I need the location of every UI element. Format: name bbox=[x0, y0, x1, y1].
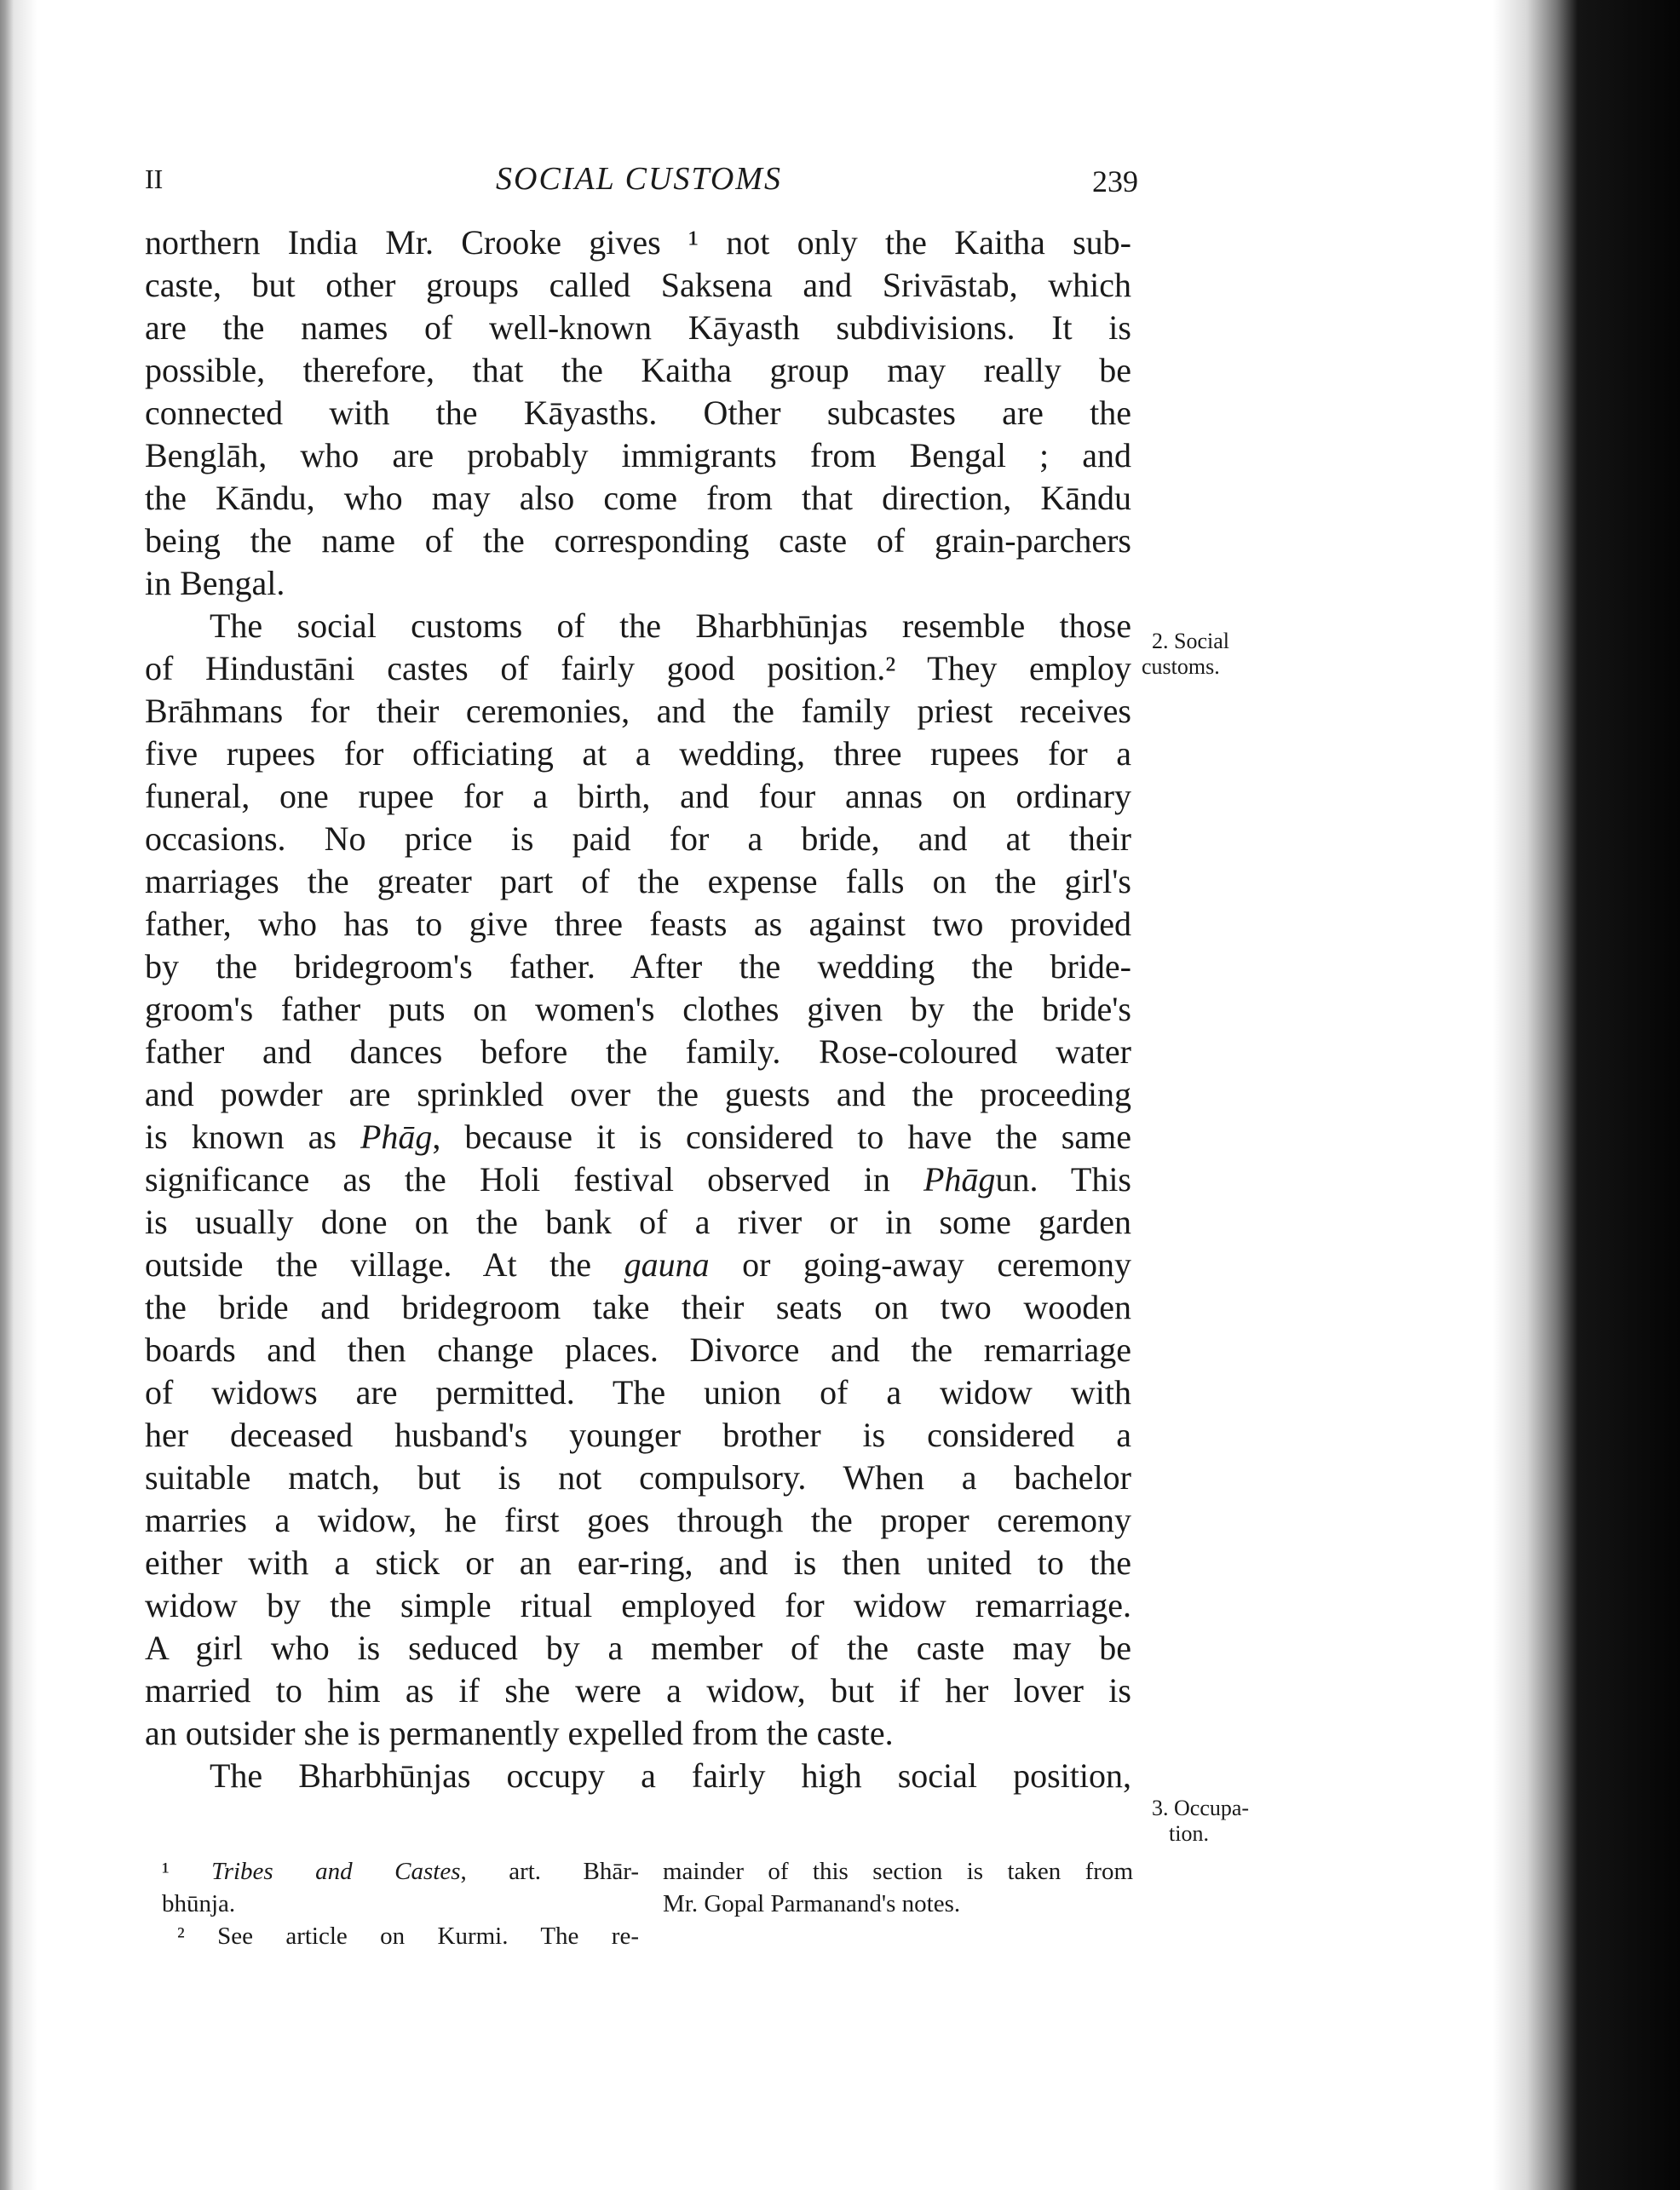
text-line: father and dances before the family. Rose-coloured water bbox=[145, 1032, 1131, 1071]
text-line: father, who has to give three feasts as against two provided bbox=[145, 905, 1131, 943]
marginal-note-occupation bbox=[1152, 1796, 1249, 1847]
footnote-line: Mr. Gopal Parmanand's notes. bbox=[663, 1890, 961, 1917]
text-line: possible, therefore, that the Kaitha group may really be bbox=[145, 351, 1131, 389]
text-line: is known as Phāg, because it is considered to have the same bbox=[145, 1118, 1131, 1156]
text-line: marries a widow, he first goes through the proper ceremony bbox=[145, 1501, 1131, 1539]
running-title: SOCIAL CUSTOMS bbox=[496, 161, 782, 197]
text-line: the Kāndu, who may also come from that direction, Kāndu bbox=[145, 479, 1131, 517]
text-line: groom's father puts on women's clothes given by the bride's bbox=[145, 990, 1131, 1028]
text-line: widow by the simple ritual employed for widow remarriage. bbox=[145, 1586, 1131, 1624]
marginal-note-line: 3. Occupa- bbox=[1152, 1796, 1250, 1820]
text-line: marriages the greater part of the expense falls on the girl's bbox=[145, 862, 1131, 900]
footnote-line: ² See article on Kurmi. The re- bbox=[177, 1923, 639, 1950]
text-line: of Hindustāni castes of fairly good position.² They employ bbox=[145, 649, 1131, 687]
scan-left-edge bbox=[0, 0, 44, 2190]
text-line: occasions. No price is paid for a bride, and at their bbox=[145, 819, 1131, 858]
text-line: A girl who is seduced by a member of the caste may be bbox=[145, 1629, 1131, 1667]
text-line: connected with the Kāyasths. Other subcastes are the bbox=[145, 394, 1131, 432]
chapter-number: II bbox=[145, 164, 164, 194]
text-line: is usually done on the bank of a river or in some garden bbox=[145, 1203, 1131, 1241]
text-line: the bride and bridegroom take their seats on two wooden bbox=[145, 1288, 1131, 1326]
text-line: northern India Mr. Crooke gives ¹ not only the Kaitha sub- bbox=[145, 223, 1131, 262]
text-line: her deceased husband's younger brother is considered a bbox=[145, 1416, 1131, 1454]
text-line: suitable match, but is not compulsory. When a bachelor bbox=[145, 1458, 1131, 1497]
footnote-line: mainder of this section is taken from bbox=[663, 1858, 1133, 1885]
text-line: of widows are permitted. The union of a widow with bbox=[145, 1373, 1131, 1411]
text-line: an outsider she is permanently expelled from the caste. bbox=[145, 1714, 894, 1752]
marginal-note-line: tion. bbox=[1169, 1821, 1209, 1846]
text-line: funeral, one rupee for a birth, and four annas on ordinary bbox=[145, 777, 1131, 815]
page-number: 239 bbox=[1092, 164, 1138, 198]
marginal-note-line: customs. bbox=[1142, 654, 1220, 679]
text-line: by the bridegroom's father. After the wedding the bride- bbox=[145, 947, 1131, 986]
footnote-line: ¹ Tribes and Castes, art. Bhār- bbox=[162, 1858, 639, 1885]
text-line: Brāhmans for their ceremonies, and the family priest receives bbox=[145, 692, 1131, 730]
text-line: and powder are sprinkled over the guests and the proceeding bbox=[145, 1075, 1131, 1113]
text-line: are the names of well-known Kāyasth subdivisions. It is bbox=[145, 308, 1131, 347]
text-line: caste, but other groups called Saksena and Srivāstab, which bbox=[145, 266, 1131, 304]
paragraph-start-line: The Bharbhūnjas occupy a fairly high social position, bbox=[210, 1756, 1131, 1795]
text-line: either with a stick or an ear-ring, and is then united to the bbox=[145, 1543, 1131, 1582]
scan-right-edge bbox=[1493, 0, 1680, 2190]
footnotes-right-column bbox=[663, 1855, 1133, 1920]
text-line: being the name of the corresponding caste of grain-parchers bbox=[145, 521, 1131, 560]
marginal-note-social-customs bbox=[1142, 629, 1229, 680]
footnotes-left-column bbox=[162, 1855, 639, 1952]
running-header bbox=[143, 160, 1138, 203]
text-line: significance as the Holi festival observed in Phāgun. This bbox=[145, 1160, 1131, 1198]
text-line: married to him as if she were a widow, but if her lover is bbox=[145, 1671, 1131, 1710]
text-line: outside the village. At the gauna or going-away ceremony bbox=[145, 1245, 1132, 1284]
text-line: Benglāh, who are probably immigrants from Bengal ; and bbox=[145, 436, 1131, 474]
text-line: boards and then change places. Divorce and the remarriage bbox=[145, 1331, 1131, 1369]
body-text bbox=[145, 221, 1131, 1797]
paragraph-start-line: The social customs of the Bharbhūnjas resemble those bbox=[210, 606, 1131, 645]
footnote-line: bhūnja. bbox=[162, 1890, 236, 1917]
marginal-note-line: 2. Social bbox=[1152, 629, 1229, 653]
text-line: in Bengal. bbox=[145, 564, 285, 602]
text-line: five rupees for officiating at a wedding, three rupees for a bbox=[145, 734, 1131, 773]
